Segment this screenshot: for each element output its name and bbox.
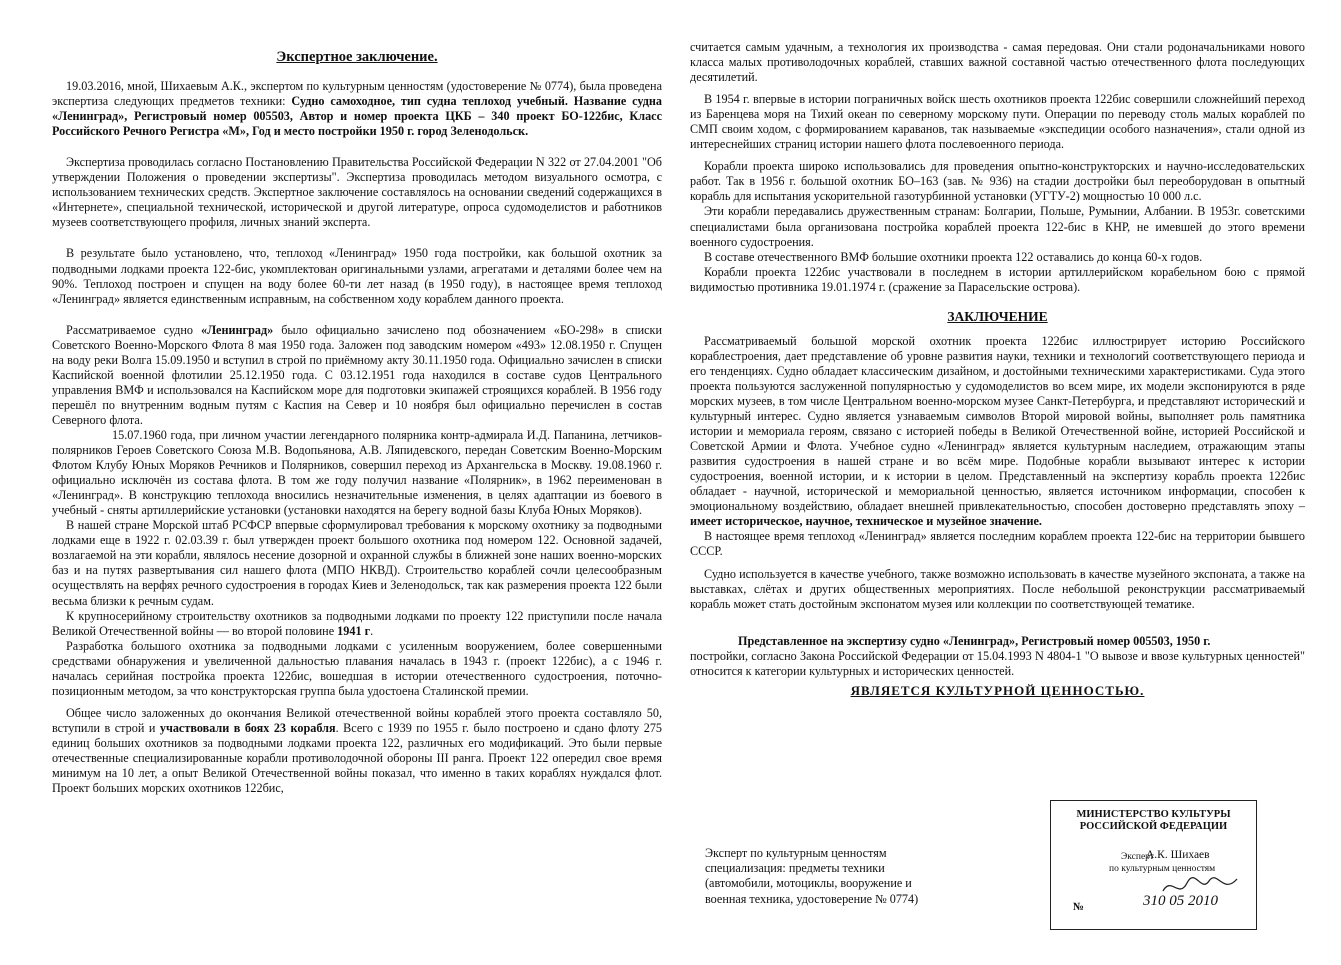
paragraph-research: Корабли проекта широко использовались для проведения опытно-конструкторских и научно-исследовательских работ. Так в 1956 г. большой охотник БО–163 (зав. № 936) на стадии достройки был переоборудован в опытный корабль для испытания ускорительной газотурбинной установки (УГТУ-2) мощностью 10 000 л.с. <box>690 159 1305 204</box>
stamp-line1: Эксперт <box>1121 852 1154 862</box>
paragraph-verdict-lead: Представленное на экспертизу судно «Ленинград», Регистровый номер 005503, 1950 г. <box>738 633 1211 648</box>
conclusion-title: ЗАКЛЮЧЕНИЕ <box>947 308 1048 324</box>
paragraph-continued: считается самым удачным, а технология их производства - самая передовая. Они стали родоначальниками нового класса малых противолодочных кораблей, ставших важной составной частью отечественного флота последующих десятилетий. <box>690 40 1305 85</box>
stamp-line2: по культурным ценностям <box>1109 864 1216 874</box>
stamp-organization: МИНИСТЕРСТВО КУЛЬТУРЫ РОССИЙСКОЙ ФЕДЕРАЦИИ <box>1076 809 1231 832</box>
stamp-number-label: № <box>1073 901 1085 913</box>
document-title: Экспертное заключение. <box>276 49 438 65</box>
paragraph-verdict: постройки, согласно Закона Российской Федерации от 15.04.1993 N 4804-1 "О вывозе и ввозе культурных ценностей" относится к категории культурных и исторических ценностей. <box>690 648 1305 678</box>
paragraph-count: Общее число заложенных до окончания Великой отечественной войны кораблей этого проекта составляло 50, вступили в строй и участвовали в боях 23 корабля. Всего с 1939 по 1955 г. было построено и сдано флоту 275 единиц больших охотников за подводными лодками проекта 122, различных его модификаций. Это были первые отечественные специализированные корабли противолодочной обороны III ранга. Проект 122 опередил свое время минимум на 10 лет, а опыт Великой Отечественной войны показал, что именно в таких кораблях нуждался флот. Проект больших морских охотников 122бис, <box>52 705 663 796</box>
expert-signature-block: Эксперт по культурным ценностям специализация: предметы техники (автомобили, мотоциклы, вооружение и военная техника, удостоверение № 0774) <box>705 846 919 906</box>
paragraph-usage: Судно используется в качестве учебного, также возможно использовать в качестве музейного экспоната, а также на выставках, слётах и других общественных мероприятиях. После небольшой реконструкции рассматриваемый корабль может стать достойным экспонатом музея или коллекции по соответствующей тематике. <box>690 566 1305 611</box>
paragraph-result: В результате было установлено, что, теплоход «Ленинград» 1950 года постройки, как большой охотник за подводными лодками проекта 122-бис, укомплектован оригинальными узлами, агрегатами и деталями более чем на 90%. Теплоход построен и спущен на воду более 60-ти лет назад (в 1950 году), в настоящее время теплоход «Ленинград» является единственным исправным, на собственном ходу кораблем данного проекта. <box>52 246 662 306</box>
official-stamp <box>1050 800 1257 930</box>
paragraph-1960: 15.07.1960 года, при личном участии легендарного полярника контр-адмирала И.Д. Папанина, летчиков-полярников Героев Советского Союза М.В. Водопьянова, А.В. Ляпидевского, передан Советским Военно-Морским Флотом Клубу Юных Моряков Речников и Полярников, совершил переход из Архангельска в Москву. 19.08.1960 г. официально исключён из состава флота. В том же году получил название «Полярник», в 1962 переименован в «Ленинград». В конструкцию теплохода вносились незначительные изменения, в целях адаптации из боевого в учебный - сняты артиллерийские установки (установки находятся на берегу водной базы Клуба Юных Моряков). <box>52 427 662 518</box>
paragraph-60s: В составе отечественного ВМФ большие охотники проекта 122 оставались до конца 60-х годов. <box>704 249 1203 264</box>
paragraph-conclusion: Рассматриваемый большой морской охотник проекта 122бис иллюстрирует историю Российского кораблестроения, дает представление об уровне развития науки, техники и технологий соответствующего периода и его тенденциях. Судно обладает классическим дизайном, и достойными техническими характеристиками. Суда этого проекта пользуются заслуженной популярностью у судомоделистов во всем мире, их модели экспонируются в ряде морских музеев, в том числе Центральном военно-морском музее Санкт-Петербурга, и представляют исторический и культурный интерес. Судно является узнаваемым символов Второй мировой войны, выполняет роль памятника истории и мемориала героям, связано с историей победы в Великой Отечественной войне, историей Российской и Советской Армии и Флота. Учебное судно «Ленинград» является культурным наследием, отражающим этапы развития судостроения в нашей стране и во всём мире. Подобные корабли вызывают интерес к истории судостроения, военной истории, и к истории в целом. Представленный на экспертизу корабль проекта 122бис обладает - научной, исторической и мемориальной ценностью, является источником информации, способен к эмоциональному воздействию, обладает внешней привлекательностью, способен достоверно представлять эпоху – имеет историческое, научное, техническое и музейное значение. <box>690 333 1305 529</box>
paragraph-serial: К крупносерийному строительству охотников за подводными лодками по проекту 122 приступили после начала Великой Отечественной войны — во второй половине 1941 г. <box>52 608 662 638</box>
paragraph-122bis: Разработка большого охотника за подводными лодками с усиленным вооружением, более совершенными средствами обнаружения и увеличенной дальностью плавания началась в 1943 г. (проект 122бис), а с 1946 г. началась серийная постройка проекта 122бис, вошедшая в истории отечественного судостроения, поточно-позиционным методом, за что конструкторская группа была удостоена Сталинской премии. <box>52 638 662 698</box>
paragraph-intro: 19.03.2016, мной, Шихаевым А.К., экспертом по культурным ценностям (удостоверение № 0774), была проведена экспертиза следующих предметов техники: Судно самоходное, тип судна теплоход учебный. Название судна «Ленинград», Регистровый номер 005503, Автор и номер проекта ЦКБ – 340 проект БО-122бис, Класс Российского Речного Регистра «М», Год и место постройки 1950 г. город Зеленодольск. <box>52 79 663 139</box>
stamp-name: А.К. Шихаев <box>1146 849 1210 861</box>
paragraph-history: Рассматриваемое судно «Ленинград» было официально зачислено под обозначением «БО-298» в списки Советского Военно-Морского Флота 8 мая 1950 года. Заложен под заводским номером «493» 12.08.1950 г. Спущен на воду реки Волга 15.09.1950 и вступил в строй по приёмному акту 30.11.1950 года. Официально зачислен в списки Каспийской военной флотилии 25.12.1950 года. С 03.12.1951 года находился в составе судов Центрального управления ВМФ и использовался на Каспийском море для подготовки экипажей строящихся кораблей. В 1956 году перешёл по внутренним водным путям с Каспия на Север и 10 ноября был официально перечислен в состав Северного флота. <box>52 322 662 427</box>
paragraph-export: Эти корабли передавались дружественным странам: Болгарии, Польше, Румынии, Албании. В 1953г. советскими специалистами была организована постройка кораблей проекта 122-бис в КНР, не имевшей до этого времени военного судостроения. <box>690 204 1305 249</box>
stamp-date: 310 05 2010 <box>1143 893 1218 909</box>
paragraph-project122: В нашей стране Морской штаб РСФСР впервые сформулировал требования к морскому охотнику за подводными лодками еще в 1922 г. 02.03.39 г. был утвержден проект большого охотника под номером 122. Основной задачей, возлагаемой на эти корабли, являлось несение дозорной и охранной службы в ближней зоне наших военно-морских баз и на путях развертывания сил нашего флота (МПО НКВД). Строительство кораблей сочли целесообразным осуществлять на верфях речного судостроения в городах Киев и Зеленодольск, так как размерения проекта 122 были весьма близки к речным судам. <box>52 518 662 608</box>
paragraph-1954: В 1954 г. впервые в истории пограничных войск шесть охотников проекта 122бис совершили сложнейший переход из Баренцева моря на Тихий океан по северному морскому пути. Операции по переводу столь малых кораблей по СМП своим ходом, с формированием караванов, так называемые «экспедиции особого назначения», стали одной из интереснейших страниц истории нашего флота послевоенного периода. <box>690 92 1305 152</box>
right-column <box>690 0 1305 698</box>
left-column <box>52 0 662 796</box>
paragraph-1974: Корабли проекта 122бис участвовали в последнем в истории артиллерийском корабельном бою с прямой видимостью противника 19.01.1974 г. (сражение за Парасельские острова). <box>690 264 1305 294</box>
paragraph-last-ship: В настоящее время теплоход «Ленинград» является последним кораблем проекта 122-бис на территории бывшего СССР. <box>690 529 1305 559</box>
cultural-value-statement: ЯВЛЯЕТСЯ КУЛЬТУРНОЙ ЦЕННОСТЬЮ. <box>850 682 1145 698</box>
paragraph-method: Экспертиза проводилась согласно Постановлению Правительства Российской Федерации N 322 от 27.04.2001 "Об утверждении Положения о проведении экспертизы". Экспертиза проводилась методом визуального осмотра, с использованием технических средств. Экспертное заключение составлялось на основании сведений содержащихся в «Интернете», специальной технической, исторической и другой литературе, опроса судомоделистов и работников музеев соответствующего профиля, личных знаний эксперта. <box>52 155 662 230</box>
